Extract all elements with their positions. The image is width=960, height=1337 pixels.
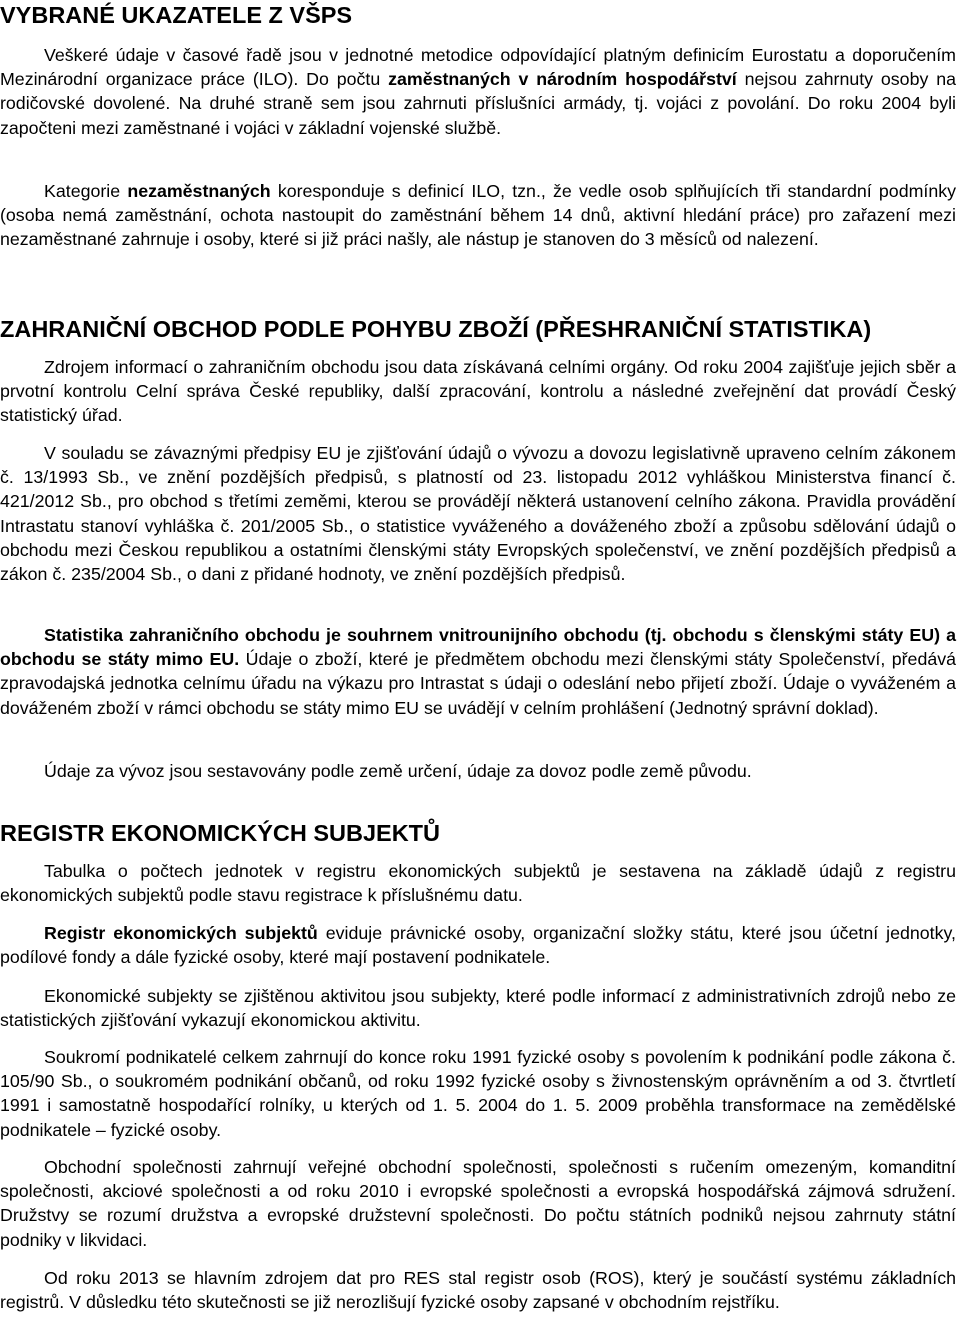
vsps-p1-rest: nejsou zahrnuty osoby na rodičovské dovolené. Na druhé straně sem jsou zahrnuti příslušníci armády, tj. vojáci z povolání. Do roku 2004 byli započteni mezi zaměstnané i vojáci v základní vojenské službě. — [0, 69, 956, 138]
res-paragraph-5: Obchodní společnosti zahrnují veřejné obchodní společnosti, společnosti s ručením omezeným, komanditní společnosti, akciové společnosti a od roku 2010 i evropské společnosti a evropská hospodářská zájmová sdružení. Družstvy se rozumí družstva a evropské družstevní společnosti. Do počtu státních podniků nejsou zahrnuty státní podniky v likvidaci. — [0, 1157, 956, 1250]
vsps-paragraph-2 — [0, 179, 956, 252]
section-heading-vsps: VYBRANÉ UKAZATELE Z VŠPS — [0, 2, 353, 28]
res-paragraph-4: Soukromí podnikatelé celkem zahrnují do konce roku 1991 fyzické osoby s povolením k podnikání podle zákona č. 105/90 Sb., o soukromém podnikání občanů, od roku 1992 fyzické osoby s živnostenským oprávněním a od 3. čtvrtletí 1991 i samostatně hospodařící rolníky, u kterých od 1. 5. 2004 do 1. 5. 2009 proběhla transformace na zemědělské podnikatele – fyzické osoby. — [0, 1047, 956, 1140]
vsps-p2-rest: koresponduje s definicí ILO, tzn., že vedle osob splňujících tři standardní podmínky (osoba nemá zaměstnání, ochota nastoupit do zaměstnání během 14 dnů, aktivní hledání práce) pro zařazení mezi nezaměstnané zahrnuje i osoby, které si již práci našly, ale nástup je stanoven do 3 měsíců od nalezení. — [0, 181, 957, 250]
vsps-p1-bold-term: zaměstnaných v národním hospodářství — [388, 69, 737, 90]
trade-paragraph-4: Údaje za vývoz jsou sestavovány podle země určení, údaje za dovoz podle země původu. — [44, 761, 752, 781]
section-heading-trade: ZAHRANIČNÍ OBCHOD PODLE POHYBU ZBOŽÍ (PŘESHRANIČNÍ STATISTIKA) — [0, 316, 872, 342]
trade-p3-rest: Údaje o zboží, které je předmětem obchodu mezi členskými státy Společenství, předává zpravodajská jednotka celnímu úřadu na výkazu pro Intrastat s údaji o odeslání nebo přijetí zboží. Údaje o vyváženém a dováženém zboží v rámci obchodu se státy mimo EU se uvádějí v celním prohlášení (Jednotný správní doklad). — [0, 649, 957, 718]
res-paragraph-3: Ekonomické subjekty se zjištěnou aktivitou jsou subjekty, které podle informací z administrativních zdrojů nebo ze statistických zjišťování vykazují ekonomickou aktivitu. — [0, 986, 956, 1031]
trade-paragraph-2: V souladu se závaznými předpisy EU je zjišťování údajů o vývozu a dovozu legislativně upraveno celním zákonem č. 13/1993 Sb., ve znění pozdějších předpisů, s platností od 23. listopadu 2012 vyhláškou Ministerstva financí č. 421/2012 Sb., pro obchod s třetími zeměmi, kterou se provádějí některá ustanovení celního zákona. Pravidla provádění Intrastatu stanoví vyhláška č. 201/2005 Sb., o statistice vyváženého a dováženého zboží a způsobu sdělování údajů o obchodu mezi Českou republikou a ostatními členskými státy Evropských společenství, ve znění pozdějších předpisů a zákon č. 235/2004 Sb., o dani z přidané hodnoty, ve znění pozdějších předpisů. — [0, 443, 956, 585]
vsps-p2-lead: Kategorie — [44, 181, 128, 201]
trade-paragraph-3 — [0, 623, 956, 720]
section-heading-res: REGISTR EKONOMICKÝCH SUBJEKTŮ — [0, 820, 441, 846]
res-paragraph-2 — [0, 921, 956, 969]
res-paragraph-6: Od roku 2013 se hlavním zdrojem dat pro RES stal registr osob (ROS), který je součástí systému základních registrů. V důsledku této skutečnosti se již nerozlišují fyzické osoby zapsané v obchodním rejstříku. — [0, 1268, 956, 1313]
res-p2-bold-term: Registr ekonomických subjektů — [44, 923, 318, 943]
res-p2-rest: eviduje právnické osoby, organizační složky státu, které jsou účetní jednotky, podílové fondy a dále fyzické osoby, které mají postavení podnikatele. — [0, 923, 956, 968]
vsps-p2-bold-term: nezaměstnaných — [127, 181, 271, 201]
res-paragraph-1: Tabulka o počtech jednotek v registru ekonomických subjektů je sestavena na základě údajů z registru ekonomických subjektů podle stavu registrace k příslušnému datu. — [0, 861, 956, 906]
vsps-paragraph-1 — [0, 43, 956, 140]
vsps-p1-sentence: Veškeré údaje v časové řadě jsou v jednotné metodice odpovídající platným definicím Eurostatu a doporučením Mezinárodní organizace práce (ILO). — [0, 45, 956, 90]
trade-p3-bold-lead: Statistika zahraničního obchodu je souhrnem vnitrounijního obchodu (tj. obchodu s členskými státy EU) a obchodu se státy mimo EU. — [0, 625, 956, 670]
vsps-p1-lead: Do počtu — [306, 69, 389, 90]
trade-paragraph-1: Zdrojem informací o zahraničním obchodu jsou data získávaná celními orgány. Od roku 2004 zajišťuje jejich sběr a prvotní kontrolu Celní správa České republiky, další zpracování, kontrolu a následné zveřejnění dat provádí Český statistický úřad. — [0, 357, 956, 426]
